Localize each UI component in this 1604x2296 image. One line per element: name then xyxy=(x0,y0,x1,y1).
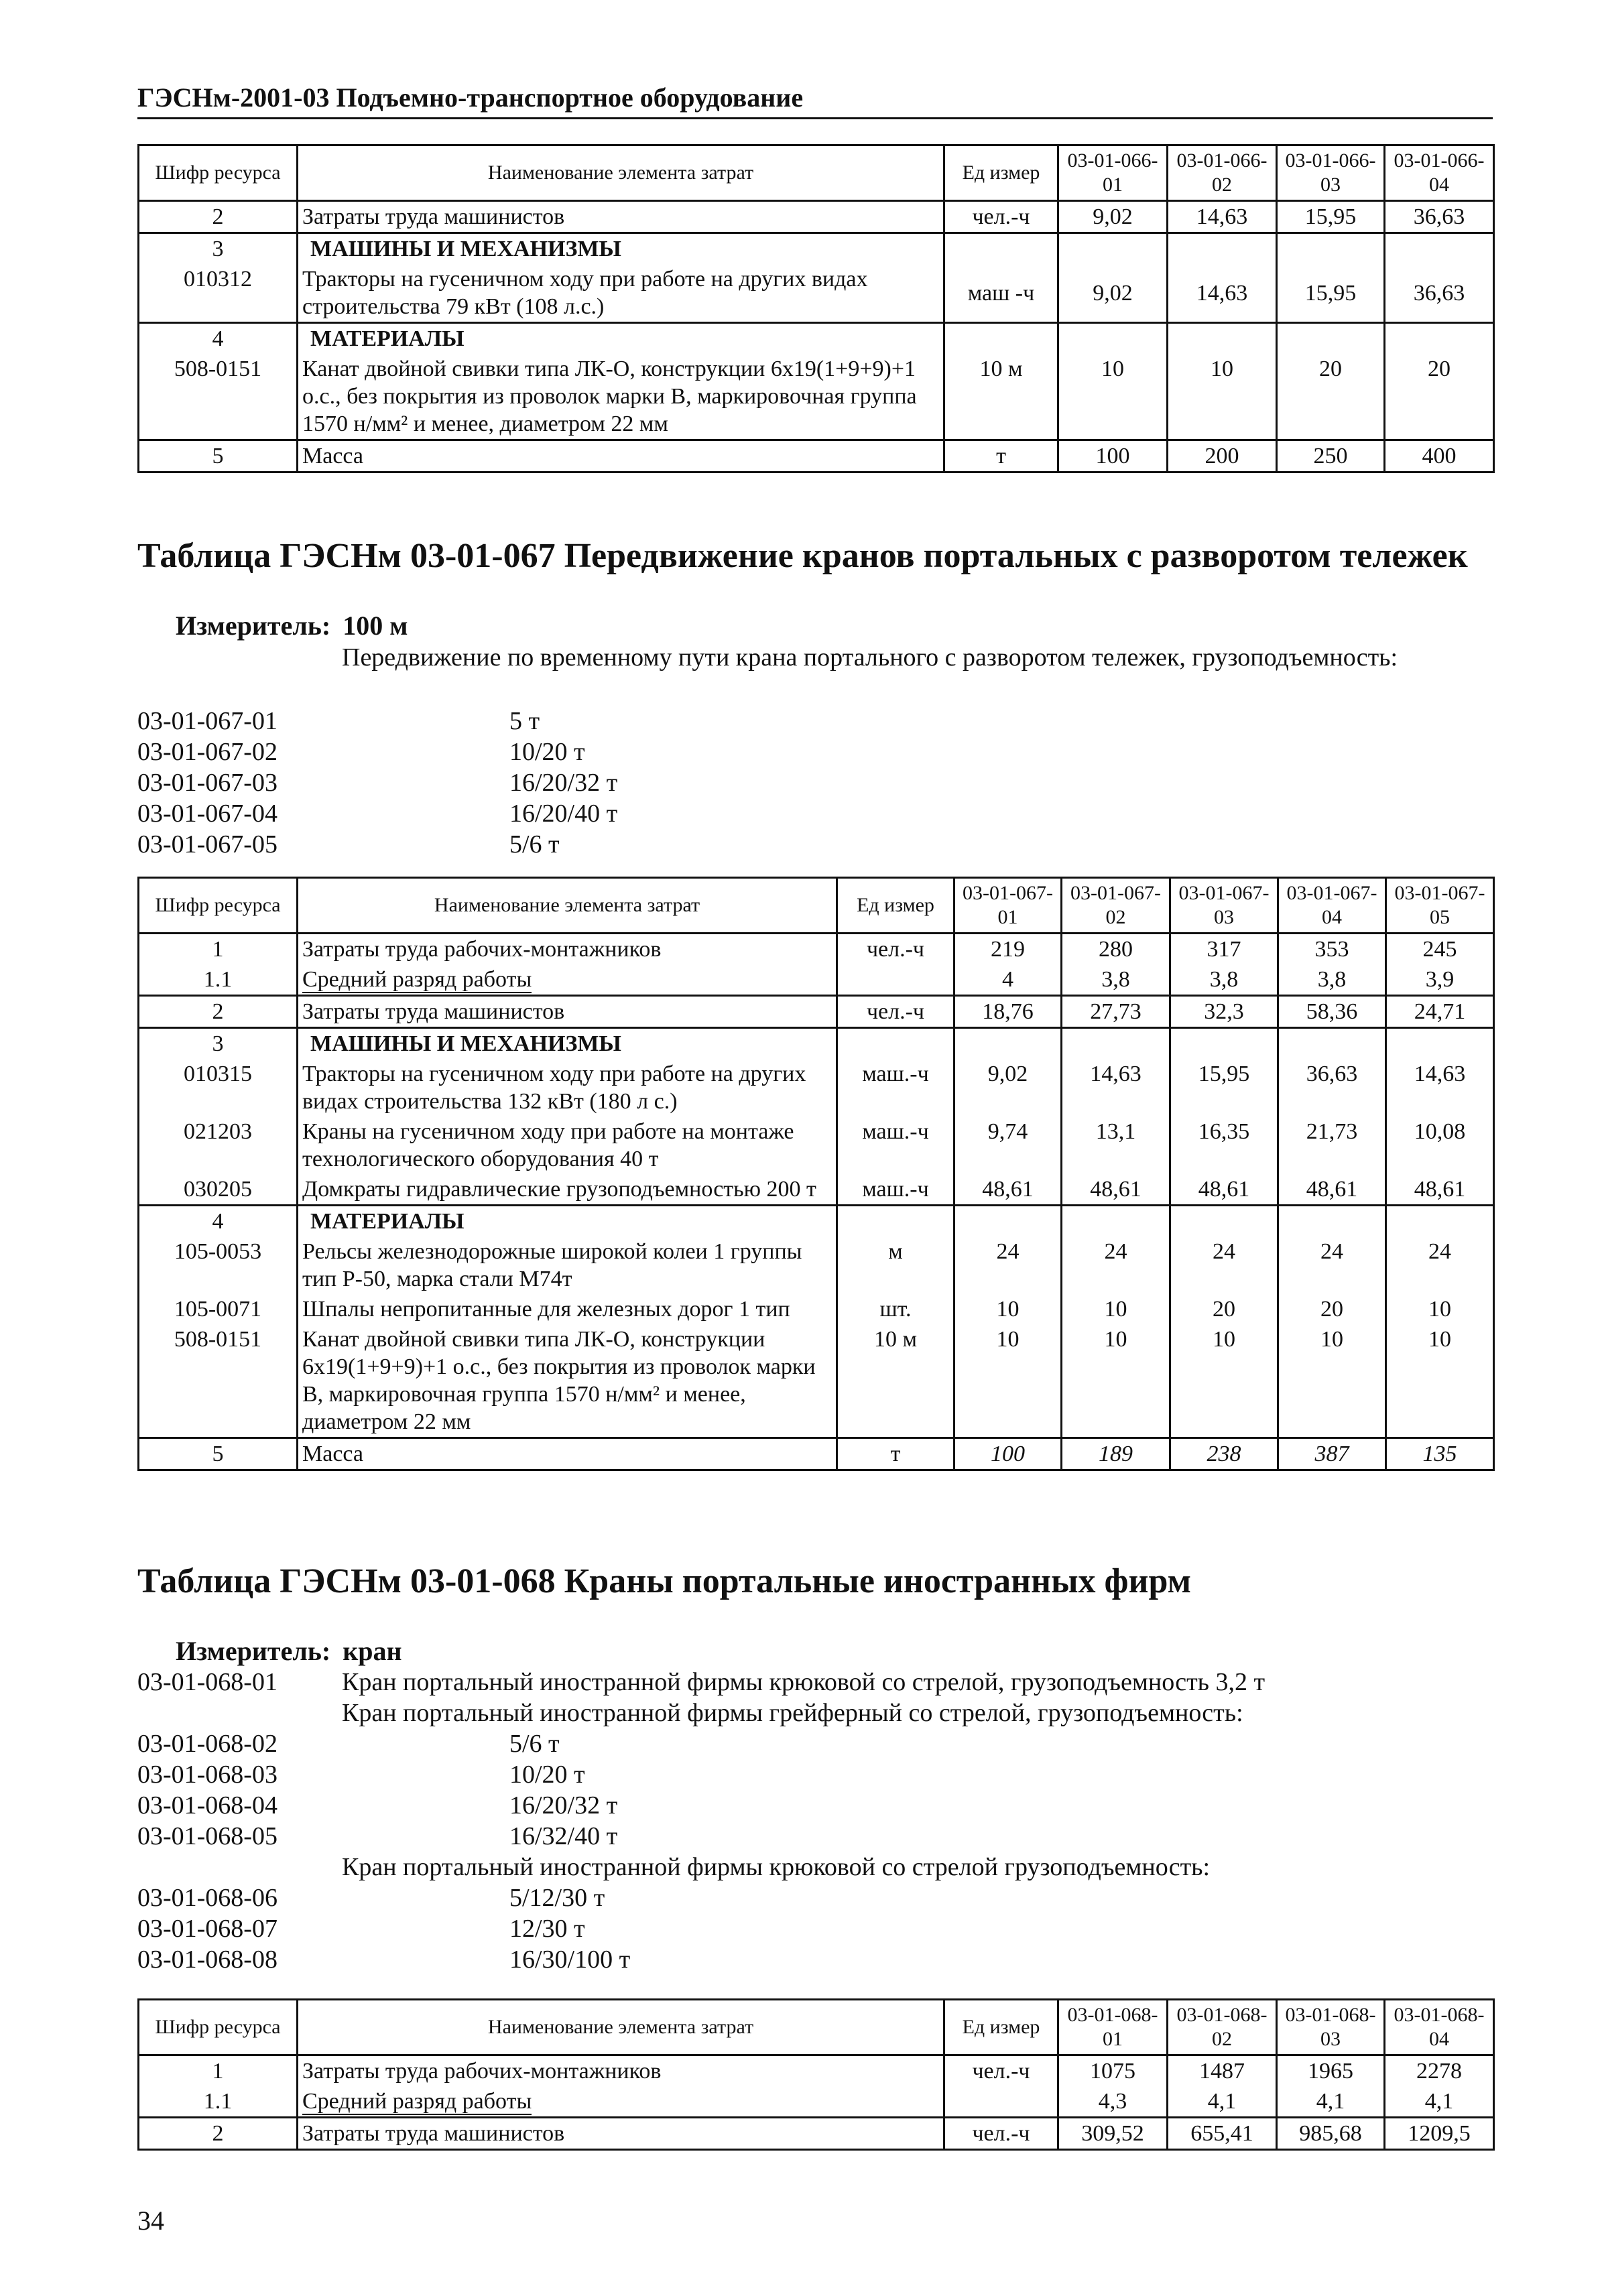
item-text: 5 т xyxy=(509,707,540,735)
cell-name: Затраты труда машинистов xyxy=(298,2118,944,2150)
cell-unit: маш.-ч xyxy=(837,1059,954,1117)
col-unit: Ед измер xyxy=(837,878,954,934)
section-row xyxy=(139,1028,1494,1060)
cell-code: 1 xyxy=(139,934,298,965)
cell-name: Тракторы на гусеничном ходу при работе на других видах строительства 132 кВт (180 л с.) xyxy=(298,1059,837,1117)
table-row xyxy=(139,264,1494,323)
table-row xyxy=(139,354,1494,440)
cell-unit xyxy=(837,964,954,996)
cell-value: 36,63 xyxy=(1385,201,1494,233)
cell-value: 10 xyxy=(1062,1294,1170,1324)
col-name: Наименование элемента затрат xyxy=(298,145,944,201)
cell-name: Масса xyxy=(298,1438,837,1470)
list-item xyxy=(137,1913,1498,1944)
cell-value: 20 xyxy=(1170,1294,1278,1324)
cell-unit: маш.-ч xyxy=(837,1117,954,1174)
item-text: 5/6 т xyxy=(509,830,560,858)
cell-unit: маш.-ч xyxy=(837,1174,954,1206)
col-head: 03-01-067-03 xyxy=(1170,878,1278,934)
table-row xyxy=(139,440,1494,472)
cell-name: Затраты труда рабочих-монтажников xyxy=(298,934,837,965)
list-item xyxy=(137,706,617,737)
cell-name: Краны на гусеничном ходу при работе на монтаже технологического оборудования 40 т xyxy=(298,1117,837,1174)
list-item xyxy=(137,767,617,798)
cell-value: 10 xyxy=(954,1294,1062,1324)
col-head: 03-01-067-01 xyxy=(954,878,1062,934)
cell-value: 655,41 xyxy=(1168,2118,1277,2150)
cell-name: Канат двойной свивки типа ЛК-О, конструкции 6х19(1+9+9)+1 о.с., без покрытия из проволок марки В, маркировочная группа 1570 н/мм² и менее, диаметром 22 мм xyxy=(298,354,944,440)
cell-value: 10,08 xyxy=(1386,1117,1494,1174)
table-row xyxy=(139,1438,1494,1470)
cell-code: 5 xyxy=(139,1438,298,1470)
cell-value: 24 xyxy=(1170,1236,1278,1294)
col-head: 03-01-068-03 xyxy=(1277,2000,1385,2055)
cell-value: 32,3 xyxy=(1170,996,1278,1028)
page-header: ГЭСНм-2001-03 Подъемно-транспортное оборудование xyxy=(137,82,1493,119)
cell-value: 27,73 xyxy=(1062,996,1170,1028)
col-head: 03-01-066-01 xyxy=(1058,145,1168,201)
cell-name: Тракторы на гусеничном ходу при работе на других видах строительства 79 кВт (108 л.с.) xyxy=(298,264,944,323)
cell-value: 353 xyxy=(1278,934,1386,965)
cell-value: 219 xyxy=(954,934,1062,965)
cell-code: 010312 xyxy=(139,264,298,323)
cell-value: 100 xyxy=(954,1438,1062,1470)
cell-value: 36,63 xyxy=(1278,1059,1386,1117)
group-text: Кран портальный иностранной фирмы грейферный со стрелой, грузоподъемность: xyxy=(342,1699,1243,1727)
cell-value: 1075 xyxy=(1058,2055,1168,2087)
item-code: 03-01-068-06 xyxy=(137,1884,277,1912)
cell-value: 48,61 xyxy=(1170,1174,1278,1206)
cell-value: 9,02 xyxy=(1058,201,1168,233)
table-row xyxy=(139,1294,1494,1324)
cell-code: 1.1 xyxy=(139,2086,298,2118)
cell-value: 400 xyxy=(1385,440,1494,472)
item-text: Кран портальный иностранной фирмы крюковой со стрелой, грузоподъемность 3,2 т xyxy=(342,1668,1266,1696)
col-head: 03-01-067-02 xyxy=(1062,878,1170,934)
col-code: Шифр ресурса xyxy=(139,145,298,201)
cell-unit: 10 м xyxy=(944,354,1058,440)
table-header xyxy=(139,878,1494,934)
col-code: Шифр ресурса xyxy=(139,2000,298,2055)
table-row xyxy=(139,2086,1494,2118)
cell-value: 16,35 xyxy=(1170,1117,1278,1174)
cell-name: Домкраты гидравлические грузоподъемностью 200 т xyxy=(298,1174,837,1206)
cell-value: 250 xyxy=(1277,440,1385,472)
col-code: Шифр ресурса xyxy=(139,878,298,934)
table-row xyxy=(139,1236,1494,1294)
section-title: МАТЕРИАЛЫ xyxy=(298,1206,837,1237)
cell-value: 985,68 xyxy=(1277,2118,1385,2150)
col-unit: Ед измер xyxy=(944,145,1058,201)
item-text: 12/30 т xyxy=(509,1915,585,1943)
cell-unit: м xyxy=(837,1236,954,1294)
table-header xyxy=(139,145,1494,201)
cell-value: 4,3 xyxy=(1058,2086,1168,2118)
cell-name: Затраты труда рабочих-монтажников xyxy=(298,2055,944,2087)
col-head: 03-01-068-01 xyxy=(1058,2000,1168,2055)
table-row xyxy=(139,1117,1494,1174)
cell-value: 14,63 xyxy=(1386,1059,1494,1117)
cell-value: 1965 xyxy=(1277,2055,1385,2087)
cell-code: 508-0151 xyxy=(139,1324,298,1438)
cell-unit: чел.-ч xyxy=(837,996,954,1028)
cell-code: 010315 xyxy=(139,1059,298,1117)
col-head: 03-01-068-04 xyxy=(1385,2000,1494,2055)
cell-value: 13,1 xyxy=(1062,1117,1170,1174)
cell-code: 3 xyxy=(139,1028,298,1060)
cell-value: 3,8 xyxy=(1170,964,1278,996)
table-row xyxy=(139,2055,1494,2087)
col-head: 03-01-067-05 xyxy=(1386,878,1494,934)
table-row xyxy=(139,934,1494,965)
cell-value: 4 xyxy=(954,964,1062,996)
list-group xyxy=(137,1698,1498,1728)
cell-value: 14,63 xyxy=(1168,201,1277,233)
cell-name: Средний разряд работы xyxy=(298,964,837,996)
item-code: 03-01-068-05 xyxy=(137,1822,277,1850)
col-head: 03-01-066-04 xyxy=(1385,145,1494,201)
cell-value: 189 xyxy=(1062,1438,1170,1470)
cell-name: Затраты труда машинистов xyxy=(298,996,837,1028)
cell-code: 2 xyxy=(139,2118,298,2150)
cell-unit: маш -ч xyxy=(944,264,1058,323)
cell-value: 309,52 xyxy=(1058,2118,1168,2150)
cell-value: 9,02 xyxy=(954,1059,1062,1117)
section-title: МАТЕРИАЛЫ xyxy=(298,323,944,355)
cell-code: 3 xyxy=(139,233,298,265)
cell-value: 10 xyxy=(1278,1324,1386,1438)
cell-value: 48,61 xyxy=(1278,1174,1386,1206)
cell-value: 24 xyxy=(1386,1236,1494,1294)
page-number: 34 xyxy=(137,2206,164,2236)
col-name: Наименование элемента затрат xyxy=(298,2000,944,2055)
cell-value: 10 xyxy=(1168,354,1277,440)
cell-value: 1487 xyxy=(1168,2055,1277,2087)
cell-value: 58,36 xyxy=(1278,996,1386,1028)
list-item xyxy=(137,829,617,860)
code-list-067 xyxy=(137,706,617,860)
item-text: 16/20/32 т xyxy=(509,769,618,797)
item-text: 16/32/40 т xyxy=(509,1822,618,1850)
cell-value: 387 xyxy=(1278,1438,1386,1470)
table-row xyxy=(139,1059,1494,1117)
cell-value: 280 xyxy=(1062,934,1170,965)
meter-067 xyxy=(176,610,420,641)
list-item xyxy=(137,1790,1498,1821)
cell-value: 3,8 xyxy=(1062,964,1170,996)
item-text: 16/20/40 т xyxy=(509,800,618,828)
cell-name: Затраты труда машинистов xyxy=(298,201,944,233)
meter-value: кран xyxy=(343,1636,402,1666)
cell-name: Канат двойной свивки типа ЛК-О, конструкции 6х19(1+9+9)+1 о.с., без покрытия из проволок марки В, маркировочная группа 1570 н/мм² и менее, диаметром 22 мм xyxy=(298,1324,837,1438)
table-title-067: Таблица ГЭСНм 03-01-067 Передвижение кранов портальных с разворотом тележек xyxy=(137,537,1468,575)
table-066 xyxy=(137,144,1495,473)
cell-value: 24 xyxy=(954,1236,1062,1294)
cell-code: 2 xyxy=(139,201,298,233)
cell-value: 48,61 xyxy=(954,1174,1062,1206)
section-row xyxy=(139,1206,1494,1237)
section-row xyxy=(139,323,1494,355)
cell-code: 4 xyxy=(139,323,298,355)
cell-value: 18,76 xyxy=(954,996,1062,1028)
cell-unit xyxy=(944,2086,1058,2118)
col-name: Наименование элемента затрат xyxy=(298,878,837,934)
cell-unit: чел.-ч xyxy=(944,201,1058,233)
cell-code: 030205 xyxy=(139,1174,298,1206)
cell-value: 4,1 xyxy=(1168,2086,1277,2118)
cell-code: 1 xyxy=(139,2055,298,2087)
cell-value: 36,63 xyxy=(1385,264,1494,323)
cell-name: Шпалы непропитанные для железных дорог 1 тип xyxy=(298,1294,837,1324)
item-code: 03-01-067-03 xyxy=(137,769,277,797)
col-head: 03-01-066-02 xyxy=(1168,145,1277,201)
table-row xyxy=(139,1174,1494,1206)
meter-label: Измеритель: xyxy=(176,611,331,641)
cell-value: 10 xyxy=(1386,1294,1494,1324)
item-text: 10/20 т xyxy=(509,738,585,766)
item-text: 10/20 т xyxy=(509,1761,585,1789)
cell-unit: 10 м xyxy=(837,1324,954,1438)
table-row xyxy=(139,201,1494,233)
col-unit: Ед измер xyxy=(944,2000,1058,2055)
list-item xyxy=(137,1728,1498,1759)
table-row xyxy=(139,964,1494,996)
col-head: 03-01-066-03 xyxy=(1277,145,1385,201)
table-068 xyxy=(137,1998,1495,2151)
cell-value: 100 xyxy=(1058,440,1168,472)
code-list-068 xyxy=(137,1667,1498,1975)
cell-value: 20 xyxy=(1278,1294,1386,1324)
cell-code: 021203 xyxy=(139,1117,298,1174)
item-code: 03-01-067-01 xyxy=(137,707,277,735)
section-title: МАШИНЫ И МЕХАНИЗМЫ xyxy=(298,1028,837,1060)
cell-value: 135 xyxy=(1386,1438,1494,1470)
cell-value: 14,63 xyxy=(1168,264,1277,323)
item-text: 16/20/32 т xyxy=(509,1791,618,1820)
cell-value: 3,9 xyxy=(1386,964,1494,996)
table-067 xyxy=(137,877,1495,1471)
meter-value: 100 м xyxy=(343,611,408,641)
cell-value: 10 xyxy=(1386,1324,1494,1438)
cell-code: 105-0053 xyxy=(139,1236,298,1294)
cell-code: 105-0071 xyxy=(139,1294,298,1324)
cell-value: 21,73 xyxy=(1278,1117,1386,1174)
cell-value: 15,95 xyxy=(1277,264,1385,323)
item-code: 03-01-068-02 xyxy=(137,1730,277,1758)
cell-value: 9,02 xyxy=(1058,264,1168,323)
cell-value: 1209,5 xyxy=(1385,2118,1494,2150)
cell-value: 20 xyxy=(1385,354,1494,440)
cell-name: Масса xyxy=(298,440,944,472)
cell-code: 4 xyxy=(139,1206,298,1237)
item-code: 03-01-068-01 xyxy=(137,1668,277,1696)
item-text: 5/12/30 т xyxy=(509,1884,605,1912)
list-item xyxy=(137,1821,1498,1852)
meter-label: Измеритель: xyxy=(176,1636,331,1666)
list-item xyxy=(137,798,617,829)
description-067: Передвижение по временному пути крана портального с разворотом тележек, грузоподъемность: xyxy=(342,643,1398,672)
cell-value: 24,71 xyxy=(1386,996,1494,1028)
list-item xyxy=(137,737,617,767)
cell-value: 15,95 xyxy=(1277,201,1385,233)
cell-unit: чел.-ч xyxy=(944,2118,1058,2150)
cell-value: 200 xyxy=(1168,440,1277,472)
item-code: 03-01-068-03 xyxy=(137,1761,277,1789)
cell-value: 3,8 xyxy=(1278,964,1386,996)
cell-value: 245 xyxy=(1386,934,1494,965)
table-header xyxy=(139,2000,1494,2055)
cell-value: 48,61 xyxy=(1386,1174,1494,1206)
cell-unit: чел.-ч xyxy=(944,2055,1058,2087)
item-code: 03-01-067-05 xyxy=(137,830,277,858)
group-text: Кран портальный иностранной фирмы крюковой со стрелой грузоподъемность: xyxy=(342,1853,1211,1881)
item-code: 03-01-068-08 xyxy=(137,1946,277,1974)
list-item xyxy=(137,1944,1498,1975)
cell-code: 5 xyxy=(139,440,298,472)
table-row xyxy=(139,2118,1494,2150)
cell-value: 4,1 xyxy=(1277,2086,1385,2118)
table-row xyxy=(139,1324,1494,1438)
cell-value: 9,74 xyxy=(954,1117,1062,1174)
item-text: 5/6 т xyxy=(509,1730,560,1758)
item-code: 03-01-067-04 xyxy=(137,800,277,828)
cell-value: 10 xyxy=(1170,1324,1278,1438)
cell-name: Средний разряд работы xyxy=(298,2086,944,2118)
cell-value: 24 xyxy=(1278,1236,1386,1294)
cell-value: 2278 xyxy=(1385,2055,1494,2087)
cell-value: 48,61 xyxy=(1062,1174,1170,1206)
section-title: МАШИНЫ И МЕХАНИЗМЫ xyxy=(298,233,944,265)
cell-unit: т xyxy=(944,440,1058,472)
cell-unit: чел.-ч xyxy=(837,934,954,965)
cell-value: 317 xyxy=(1170,934,1278,965)
cell-name: Рельсы железнодорожные широкой колеи 1 группы тип Р-50, марка стали М74т xyxy=(298,1236,837,1294)
list-group xyxy=(137,1852,1498,1883)
cell-value: 4,1 xyxy=(1385,2086,1494,2118)
list-item xyxy=(137,1667,1498,1698)
cell-code: 2 xyxy=(139,996,298,1028)
cell-value: 10 xyxy=(1062,1324,1170,1438)
cell-unit: т xyxy=(837,1438,954,1470)
table-row xyxy=(139,996,1494,1028)
col-head: 03-01-068-02 xyxy=(1168,2000,1277,2055)
cell-value: 238 xyxy=(1170,1438,1278,1470)
table-title-068: Таблица ГЭСНм 03-01-068 Краны портальные иностранных фирм xyxy=(137,1562,1192,1600)
item-code: 03-01-068-04 xyxy=(137,1791,277,1820)
cell-value: 15,95 xyxy=(1170,1059,1278,1117)
item-code: 03-01-067-02 xyxy=(137,738,277,766)
cell-code: 1.1 xyxy=(139,964,298,996)
item-text: 16/30/100 т xyxy=(509,1946,631,1974)
cell-value: 10 xyxy=(1058,354,1168,440)
list-item xyxy=(137,1759,1498,1790)
cell-value: 14,63 xyxy=(1062,1059,1170,1117)
cell-value: 10 xyxy=(954,1324,1062,1438)
cell-code: 508-0151 xyxy=(139,354,298,440)
section-row xyxy=(139,233,1494,265)
cell-value: 24 xyxy=(1062,1236,1170,1294)
cell-value: 20 xyxy=(1277,354,1385,440)
meter-068 xyxy=(176,1635,414,1667)
item-code: 03-01-068-07 xyxy=(137,1915,277,1943)
col-head: 03-01-067-04 xyxy=(1278,878,1386,934)
list-item xyxy=(137,1883,1498,1913)
cell-unit: шт. xyxy=(837,1294,954,1324)
